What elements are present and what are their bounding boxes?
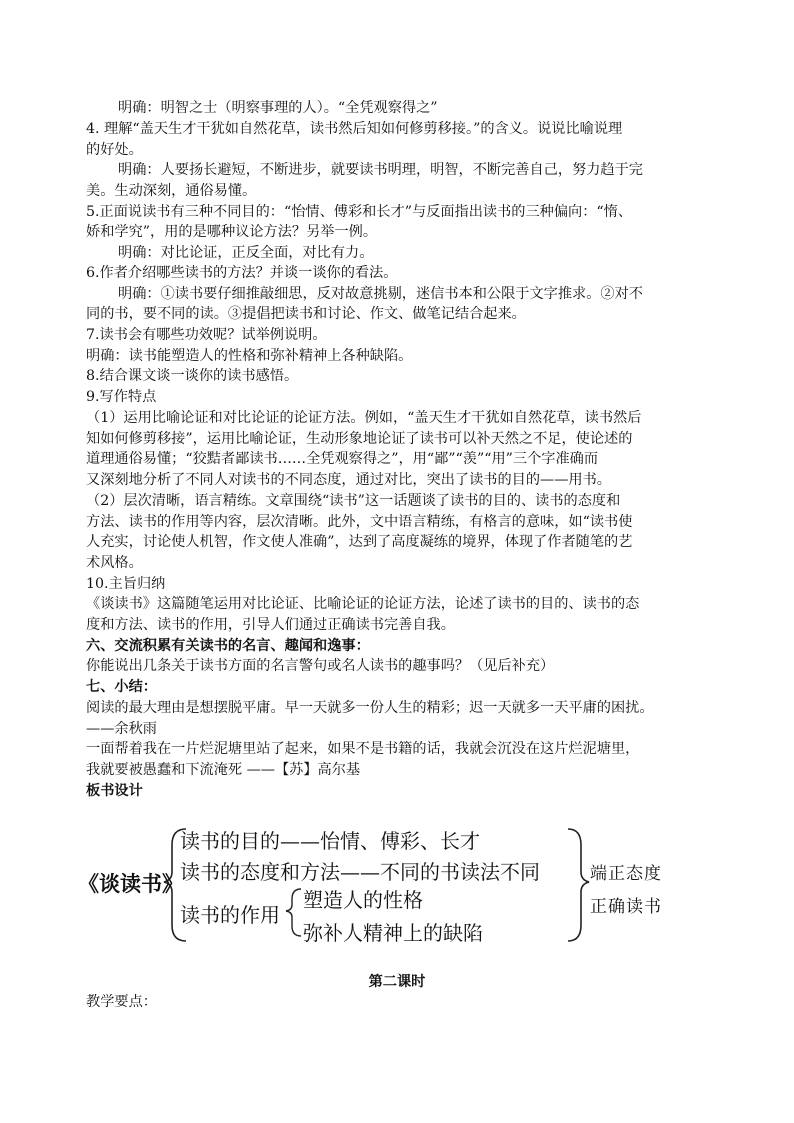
board-effect-2: 弥补人精神上的缺陷: [303, 921, 483, 945]
board-right-2: 正确读书: [590, 897, 662, 917]
text-line-3: 的好处。: [86, 142, 143, 158]
teaching-points-label: 教学要点：: [86, 994, 157, 1010]
board-purpose: 读书的目的——怡情、傅彩、长才: [180, 829, 480, 853]
board-attitude: 读书的态度和方法——不同的书读法不同: [180, 860, 540, 884]
text-line-8: 明确：对比论证，正反全面，对比有力。: [118, 245, 374, 261]
board-design-heading: 板书设计: [86, 783, 143, 799]
right-brace: [568, 829, 589, 941]
board-effect-1: 塑造人的性格: [303, 888, 423, 912]
text-line-33: 我就要被愚蠢和下流淹死 ——【苏】高尔基: [86, 762, 361, 778]
text-line-32: 一面帮着我在一片烂泥塘里站了起来，如果不是书籍的话，我就会沉没在这片烂泥塘里，: [86, 741, 640, 757]
text-line-4: 明确：人要扬长避短，不断进步，就要读书明理，明智，不断完善自己，努力趋于完: [118, 162, 643, 178]
text-line-6: 5.正面说读书有三种不同目的：“怡情、傅彩和长才”与反面指出读书的三种偏向：“惰、: [86, 204, 633, 220]
text-line-16: （1）运用比喻论证和对比论证的论证方法。例如，“盖天生才干犹如自然花草，读书然后: [86, 410, 642, 426]
text-line-24: 10.主旨归纳: [86, 576, 166, 592]
board-title: 《谈读书》: [78, 871, 183, 896]
text-line-2: 4. 理解“盖天生才干犹如自然花草，读书然后知如何修剪移接。”的含义。说说比喻说理: [86, 121, 623, 137]
text-line-5: 美。生动深刻，通俗易懂。: [86, 183, 257, 199]
text-line-30: 阅读的最大理由是想摆脱平庸。早一天就多一份人生的精彩；迟一天就多一天平庸的困扰。: [86, 700, 654, 716]
text-line-11: 同的书，要不同的读。③提倡把读书和讨论、作文、做笔记结合起来。: [86, 306, 526, 322]
text-line-7: 娇和学究”，用的是哪种议论方法？另举一例。: [86, 224, 378, 240]
text-line-31: ——余秋雨: [86, 721, 157, 737]
text-line-22: 人充实，讨论使人机智，作文使人准确”，达到了高度凝练的境界，体现了作者随笔的艺: [86, 534, 633, 550]
board-effect-label: 读书的作用: [180, 903, 280, 927]
text-line-13: 明确：读书能塑造人的性格和弥补精神上各种缺陷。: [86, 348, 413, 364]
text-line-14: 8.结合课文谈一谈你的读书感悟。: [86, 368, 299, 384]
text-line-10: 明确：①读书要仔细推敲细思，反对故意挑剔，迷信书本和公限于文字推求。②对不: [118, 286, 643, 302]
text-line-18: 道理通俗易懂；“狡黠者鄙读书……全凭观察得之”，用“鄙”“羡”“用”三个字准确而: [86, 451, 599, 467]
text-line-25: 《谈读书》这篇随笔运用对比论证、比喻论证的论证方法，论述了读书的目的、读书的态: [86, 596, 640, 612]
text-line-1: 明确：明智之士（明察事理的人）。“全凭观察得之”: [118, 100, 438, 116]
text-line-17: 知如何修剪移接”，运用比喻论证，生动形象地论证了读书可以补天然之不足，使论述的: [86, 431, 633, 447]
section-heading-7: 七、小结：: [86, 679, 157, 695]
text-line-19: 又深刻地分析了不同人对读书的不同态度，通过对比，突出了读书的目的——用书。: [86, 472, 611, 488]
text-line-9: 6.作者介绍哪些读书的方法？并谈一谈你的看法。: [86, 265, 398, 281]
text-line-12: 7.读书会有哪些功效呢？试举例说明。: [86, 327, 327, 343]
board-right-1: 端正态度: [590, 864, 662, 884]
text-line-20: （2）层次清晰，语言精练。文章围绕“读书”这一话题谈了读书的目的、读书的态度和: [86, 493, 621, 509]
text-line-26: 度和方法、读书的作用，引导人们通过正确读书完善自我。: [86, 617, 455, 633]
section-title: 第二课时: [368, 974, 426, 990]
effect-brace: [286, 889, 301, 936]
text-line-28: 你能说出几条关于读书方面的名言警句或名人读书的趣事吗？（见后补充）: [86, 658, 555, 674]
text-line-23: 术风格。: [86, 555, 143, 571]
text-line-15: 9.写作特点: [86, 389, 157, 405]
section-heading-6: 六、交流积累有关读书的名言、趣闻和逸事：: [86, 638, 370, 654]
text-line-21: 方法、读书的作用等内容，层次清晰。此外，文中语言精练，有格言的意味，如“读书使: [86, 514, 633, 530]
